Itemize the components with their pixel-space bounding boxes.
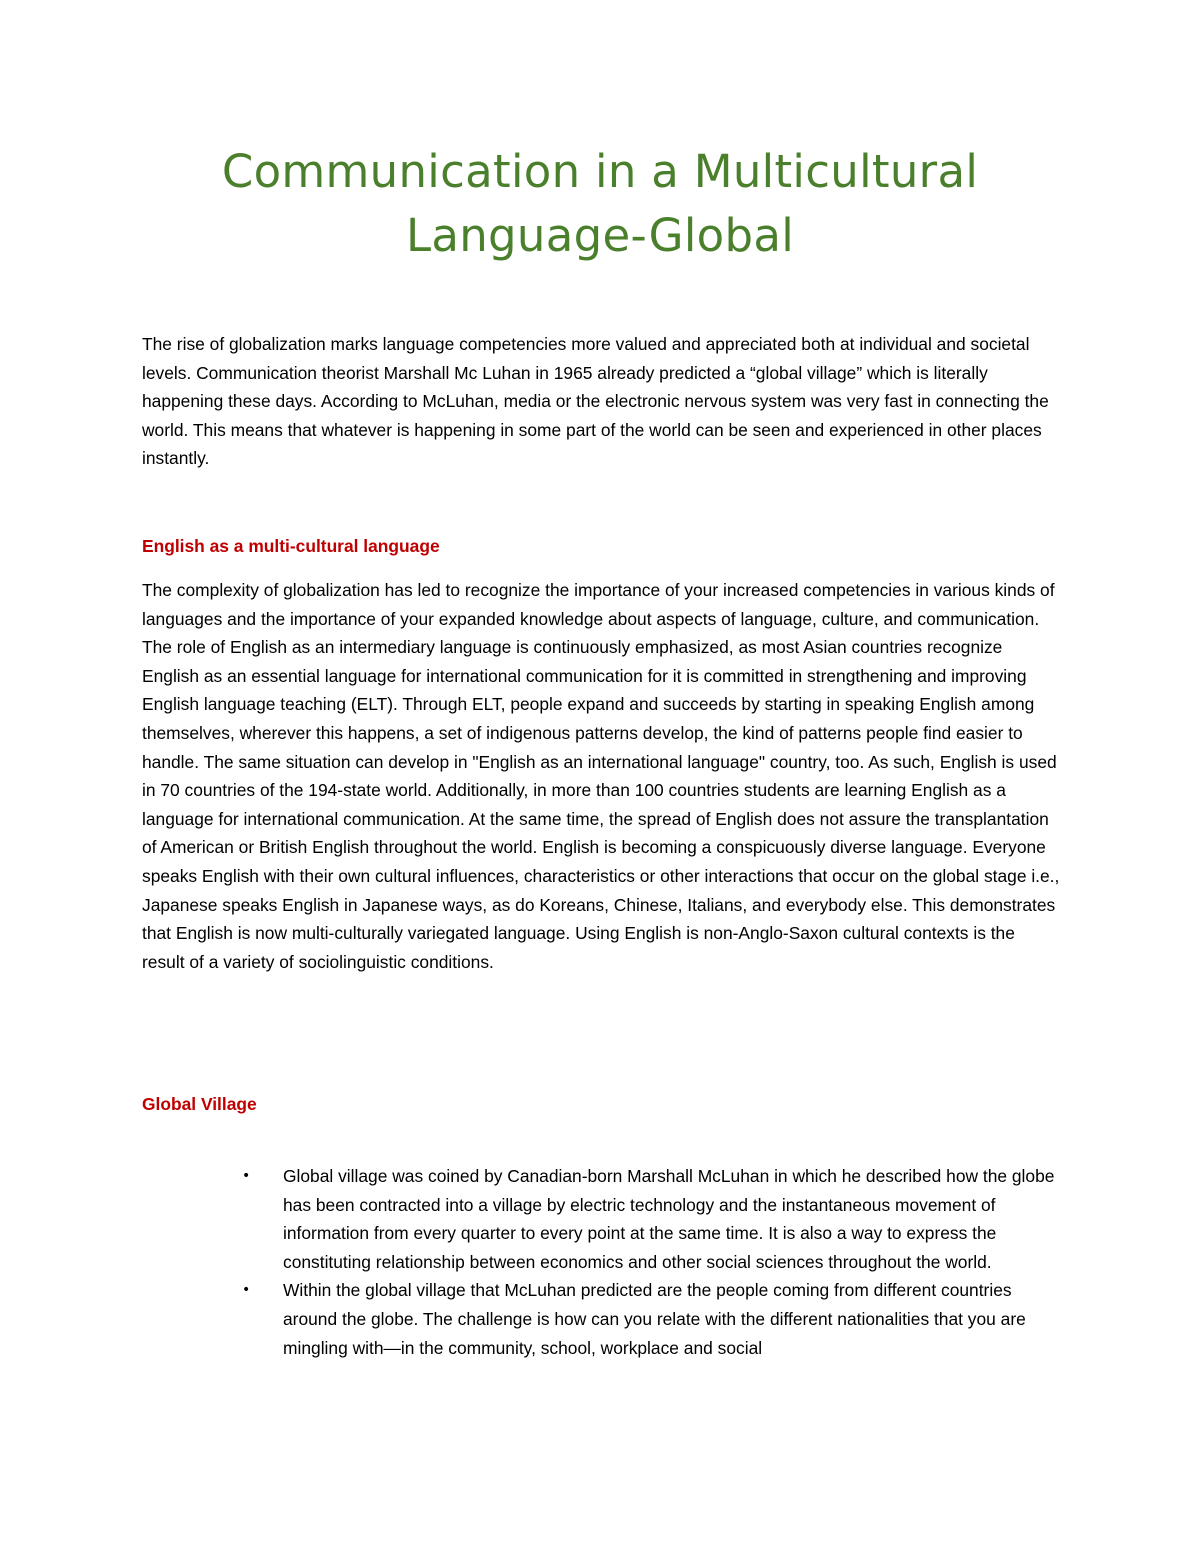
bullet-text: Within the global village that McLuhan predicted are the people coming from different countries around the globe. The challenge is how can you relate with the different nationalities that you are mingling with—in the community, school, workplace and social	[283, 1280, 1026, 1358]
document-title	[130, 140, 1070, 268]
english-section-paragraph: The complexity of globalization has led to recognize the importance of your increased competencies in various kinds of languages and the importance of your expanded knowledge about aspects of language, culture, and communication. The role of English as an intermediary language is continuously emphasized, as most Asian countries recognize English as an essential language for international communication for it is committed in strengthening and improving English language teaching (ELT). Through ELT, people expand and succeeds by starting in speaking English among themselves, wherever this happens, a set of indigenous patterns develop, the kind of patterns people find easier to handle. The same situation can develop in "English as an international language" country, too. As such, English is used in 70 countries of the 194-state world. Additionally, in more than 100 countries students are learning English as a language for international communication. At the same time, the spread of English does not assure the transplantation of American or British English throughout the world. English is becoming a conspicuously diverse language. Everyone speaks English with their own cultural influences, characteristics or other interactions that occur on the global stage i.e., Japanese speaks English in Japanese ways, as do Koreans, Chinese, Italians, and everybody else. This demonstrates that English is now multi-culturally variegated language. Using English is non-Anglo-Saxon cultural contexts is the result of a variety of sociolinguistic conditions.	[142, 580, 1060, 972]
section-heading-english: English as a multi-cultural language	[142, 536, 440, 556]
bullet-dot-icon: •	[242, 1168, 251, 1184]
list-item	[142, 1276, 1062, 1362]
list-item	[142, 1162, 1062, 1276]
global-village-bullet-list	[142, 1162, 1062, 1362]
bullet-dot-icon: •	[242, 1282, 251, 1299]
title-line-1: Communication in a Multicultural	[221, 145, 979, 198]
bullet-text: Global village was coined by Canadian-born Marshall McLuhan in which he described how the globe has been contracted into a village by electric technology and the instantaneous movement of information from every quarter to every point at the same time. It is also a way to express the constituting relationship between economics and other social sciences throughout the world.	[283, 1166, 1055, 1272]
section-heading-global-village: Global Village	[142, 1094, 257, 1114]
intro-paragraph: The rise of globalization marks language competencies more valued and appreciated both at individual and societal levels. Communication theorist Marshall Mc Luhan in 1965 already predicted a “global village” which is literally happening these days. According to McLuhan, media or the electronic nervous system was very fast in connecting the world. This means that whatever is happening in some part of the world can be seen and experienced in other places instantly.	[142, 334, 1049, 469]
title-line-2: Language-Global	[405, 209, 794, 262]
